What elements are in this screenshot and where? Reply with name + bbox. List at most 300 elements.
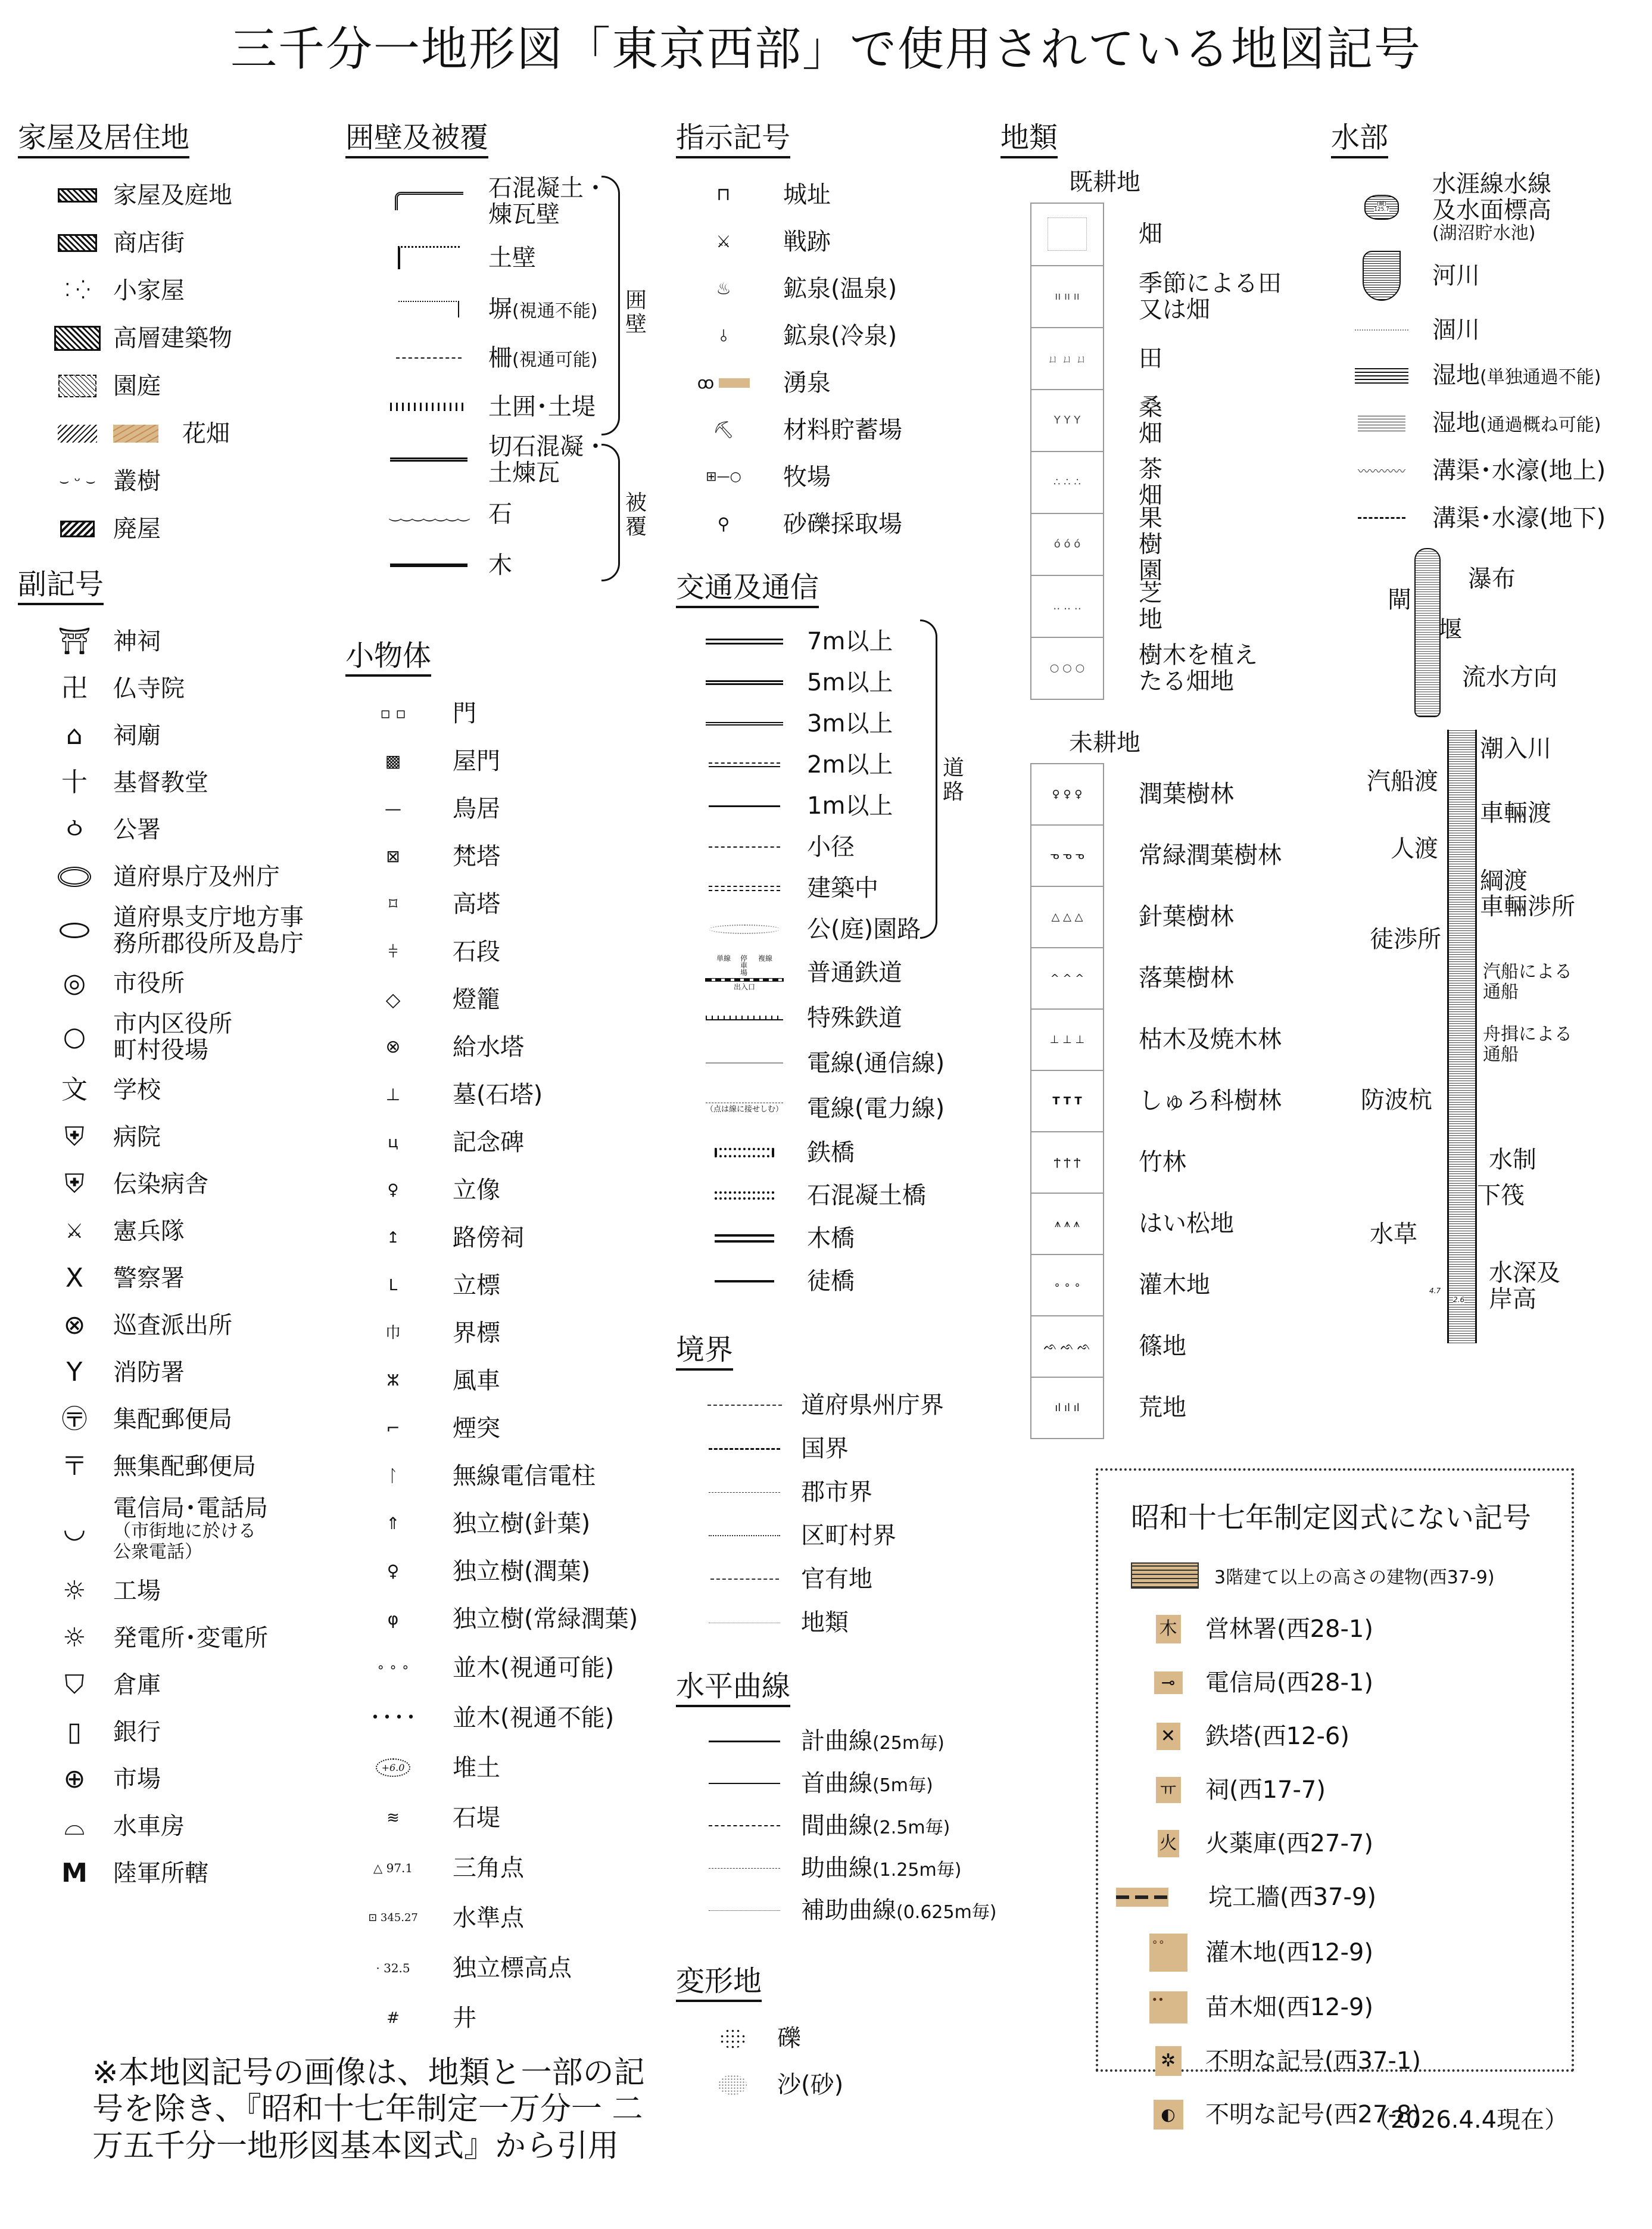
concrete-bridge-icon [715, 1191, 774, 1200]
legend-label: 廃屋 [113, 515, 161, 543]
legend-label: 花畑 [182, 419, 230, 447]
spring-photo-icon [719, 378, 750, 388]
fence-wall-icon [398, 301, 459, 317]
special-railway-icon [706, 1016, 783, 1020]
legend-label: 道府県州庁界 [801, 1391, 944, 1419]
legend-label: 憲兵隊 [113, 1218, 185, 1246]
rail-double-label: 複線 [758, 954, 773, 963]
legend-label: 荒地 [1139, 1394, 1186, 1422]
legend-label: 1m以上 [807, 792, 893, 820]
box-heading: 昭和十七年制定図式にない記号 [1131, 1501, 1532, 1534]
city-hall-icon: ◎ [63, 968, 86, 999]
military-police-icon: ⚔ [65, 1219, 84, 1244]
legend-label: 火薬庫(西27-7) [1205, 1830, 1373, 1857]
brace-label-enclosure: 囲壁 [625, 288, 647, 337]
mausoleum-icon: ⌂ [66, 720, 83, 751]
roofed-gate-icon: ▩ [385, 751, 401, 771]
road-3m-icon [706, 722, 783, 726]
section-heading: 水部 [1331, 122, 1388, 158]
castle-ruins-icon: ⊓ [716, 184, 731, 206]
half-contour-icon [709, 1825, 780, 1826]
index-contour-icon [709, 1741, 780, 1742]
legend-label: 計曲線(25m毎) [801, 1727, 945, 1755]
legend-label: 学校 [113, 1076, 161, 1104]
legend-label: 界標 [453, 1319, 500, 1347]
legend-label: 不明な記号(西37-1) [1205, 2047, 1421, 2075]
roadside-shrine-icon: ↥ [386, 1228, 400, 1247]
legend-label: 鳥居 [453, 795, 500, 823]
prefectural-office-icon [58, 867, 91, 887]
legend-label: 石堤 [453, 1804, 500, 1832]
county-boundary-icon [709, 1492, 780, 1493]
road-1m-icon [709, 805, 780, 807]
house-and-garden-icon [58, 188, 97, 203]
legend-label: 巡査派出所 [113, 1312, 232, 1340]
road-5m-icon [706, 680, 783, 685]
legend-label: 畑 [1139, 220, 1162, 248]
gate-icon: ▫ ▫ [380, 704, 406, 723]
legend-label: 不明な記号(西27-8) [1205, 2101, 1421, 2128]
legend-label: 季節による田又は畑 [1139, 269, 1282, 323]
legend-label: 公(庭)園路 [807, 916, 921, 944]
tidal-river-label: 潮入川 [1480, 734, 1551, 762]
grave-icon: ⊥ [385, 1084, 401, 1104]
legend-label: 建築中 [807, 874, 878, 902]
legend-label: 7m以上 [807, 628, 893, 656]
legend-label: 並木(視通不能) [453, 1704, 615, 1732]
wooden-bridge-icon [715, 1234, 774, 1243]
legend-label: 煙突 [453, 1414, 500, 1442]
prefecture-boundary-icon [707, 1405, 782, 1406]
cultivated-heading: 既耕地 [1069, 168, 1140, 196]
legend-label: 水涯線水線及水面標高 [1432, 170, 1551, 224]
legend-label: はい松地 [1139, 1210, 1234, 1238]
isolation-hospital-icon: ⛨ [64, 1169, 85, 1200]
tall-building-icon [1131, 1562, 1199, 1589]
shrub-land-pattern: ∘ ∘ ∘ [1053, 1278, 1081, 1291]
legend-label: 園庭 [113, 372, 161, 400]
ordinary-railway-icon [705, 978, 784, 982]
legend-label: 独立樹(常緑潤葉) [453, 1605, 638, 1633]
legend-label: 独立標高点 [453, 1954, 572, 1982]
legend-label: 神祠 [113, 628, 161, 656]
tower-icon: ⌑ [388, 894, 398, 914]
legend-label: 発電所･変電所 [113, 1624, 268, 1652]
deciduous-forest-pattern: ^ ^ ^ [1050, 972, 1084, 985]
legend-label: 茶畑 [1139, 455, 1162, 509]
foot-ferry-label: 人渡 [1391, 835, 1438, 863]
legend-label: 5m以上 [807, 669, 893, 697]
walls-section [345, 122, 667, 591]
legend-label: 仏寺院 [113, 675, 185, 703]
evergreen-tree-icon: φ [387, 1608, 399, 1629]
brace-enclosure [601, 176, 620, 435]
road-2m-icon [709, 762, 780, 767]
legend-label: 商店街 [113, 229, 185, 257]
section-heading: 水平曲線 [676, 1671, 790, 1707]
land-section [1000, 122, 1334, 1439]
groin-label: 水制 [1489, 1145, 1536, 1173]
legend-label: 風車 [453, 1366, 500, 1394]
section-heading: 交通及通信 [676, 572, 819, 608]
evergreen-forest-pattern: ᓀ ᓀ ᓀ [1050, 849, 1084, 862]
legend-label: 並木(視通可能) [453, 1654, 615, 1682]
legend-label: 2m以上 [807, 751, 893, 779]
mound-icon: +6.0 [376, 1758, 411, 1777]
lantern-icon: ◇ [385, 988, 401, 1011]
ford-label: 徒渉所 [1370, 925, 1441, 953]
bank-height-value: 4.7 [1429, 1286, 1441, 1295]
lock-label: 閘 [1388, 586, 1411, 614]
sub-symbols-section [18, 569, 328, 1897]
legend-label: 倉庫 [113, 1671, 161, 1699]
post-office-icon: 〶 [61, 1404, 88, 1435]
legend-label: 市役所 [113, 970, 185, 998]
legend-label: 竹林 [1139, 1148, 1186, 1176]
broadleaf-forest-pattern: ♀ ♀ ♀ [1052, 787, 1083, 801]
legend-label: 普通鉄道 [807, 958, 902, 986]
flow-direction-label: 流水方向 [1462, 663, 1557, 691]
legend-label: 祠廟 [113, 722, 161, 750]
rail-station-label: 停車場 [740, 954, 748, 977]
section-heading: 地類 [1000, 122, 1058, 158]
legend-label: 潤葉樹林 [1139, 780, 1234, 808]
legend-label: 地類 [801, 1609, 849, 1637]
rafting-label: 下筏 [1477, 1181, 1525, 1209]
legend-label: 集配郵便局 [113, 1406, 232, 1434]
legend-label: 鉄塔(西12-6) [1205, 1723, 1349, 1750]
hot-spring-icon: ♨ [716, 279, 731, 299]
town-office-icon: ○ [63, 1021, 86, 1052]
legend-label: 河川 [1432, 261, 1480, 289]
sub-post-office-icon: 〒 [61, 1451, 88, 1482]
thicket-icon: ⌣ ᵕ ⌣ [59, 472, 96, 490]
windmill-icon: ⵣ [386, 1371, 400, 1390]
small-objects-section [345, 640, 667, 2043]
rope-ferry-label: 綱渡 [1480, 867, 1528, 895]
contours-section [676, 1671, 1033, 1932]
field-pattern [1048, 217, 1087, 251]
legend-label: 城址 [783, 181, 831, 209]
legend-label: 立標 [453, 1271, 500, 1299]
telegraph-office-icon: ◡ [63, 1513, 86, 1544]
gravel-pit-icon: ⚲ [717, 514, 730, 534]
ditch-below-icon [1358, 517, 1405, 519]
legend-label: 灌木地(西12-9) [1205, 1938, 1373, 1966]
legend-label: 石段 [453, 938, 500, 966]
path-icon [709, 846, 780, 848]
earth-wall-icon [398, 246, 460, 269]
legend-label: 営林署(西28-1) [1205, 1615, 1373, 1643]
legend-label: 落葉樹林 [1139, 964, 1234, 992]
army-icon: M [61, 1858, 88, 1889]
warehouse-icon: ⛉ [64, 1670, 85, 1701]
legend-label: 堆土 [453, 1754, 500, 1782]
auxiliary-contour-icon [709, 1910, 780, 1911]
boat-navigation-label: 舟揖による通船 [1483, 1023, 1572, 1066]
legend-note: (湖沼貯水池) [1432, 222, 1536, 244]
section-heading: 変形地 [676, 1966, 762, 2002]
legend-label: 針葉樹林 [1139, 903, 1234, 931]
rail-entrance-label: 出入口 [733, 982, 755, 991]
tea-field-pattern: ∴ ∴ ∴ [1053, 476, 1081, 489]
tree-row-open-icon: ∘ ∘ ∘ [376, 1660, 410, 1675]
park-road-icon [709, 924, 780, 934]
unknown-symbol-1-icon: ✲ [1155, 2046, 1182, 2076]
rice-field-pattern: ㄩ ㄩ ㄩ [1048, 353, 1087, 366]
legend-label: 記念碑 [453, 1128, 524, 1156]
brace-covering [601, 444, 620, 581]
stone-dyke-icon: ≋ [386, 1808, 400, 1827]
ruined-house-icon [60, 521, 95, 537]
bamboo-forest-pattern: Ϯ Ϯ Ϯ [1053, 1156, 1081, 1169]
statue-icon: ♀ [387, 1181, 399, 1199]
waterfall-label: 瀑布 [1468, 565, 1516, 593]
uncultivated-heading: 未耕地 [1069, 729, 1140, 757]
flower-field-icon [58, 425, 97, 443]
legend-label: 鉄橋 [807, 1138, 855, 1166]
legend-label: 涸川 [1432, 316, 1480, 344]
legend-label: 柵(視通可能) [488, 344, 598, 372]
intermediate-contour-icon [709, 1783, 780, 1784]
page-title: 三千分一地形図「東京西部」で使用されている地図記号 [230, 23, 1422, 76]
legend-label: 公署 [113, 816, 161, 844]
legend-label: 病院 [113, 1123, 161, 1151]
legend-label: 銀行 [113, 1719, 161, 1747]
legend-label: 叢樹 [113, 467, 161, 495]
legend-label: 溝渠･水濠(地上) [1432, 456, 1606, 484]
legend-label: 電信局･電話局 [113, 1495, 268, 1523]
province-boundary-icon [709, 1448, 780, 1450]
cut-stone-lining-icon [390, 457, 467, 462]
legend-label: 特殊鉄道 [807, 1004, 902, 1032]
conifer-forest-pattern: △ △ △ [1051, 910, 1083, 923]
legend-label: 鉱泉(温泉) [783, 275, 897, 303]
legend-label: 沙(砂) [777, 2071, 844, 2099]
boundary-section [676, 1334, 998, 1645]
waterfall-river-shape [1414, 548, 1441, 717]
section-heading: 指示記号 [676, 122, 790, 158]
section-heading: 副記号 [18, 569, 104, 605]
houses-section [18, 122, 328, 553]
legend-label: 常緑潤葉樹林 [1139, 842, 1282, 870]
legend-label: 灌木地 [1139, 1271, 1210, 1299]
breakwater-label: 防波杭 [1361, 1086, 1432, 1114]
shrub-land-photo-icon: ∘∘ [1149, 1934, 1187, 1972]
mulberry-pattern: Y Y Y [1053, 414, 1081, 427]
boundary-marker-icon: 巾 [385, 1324, 401, 1342]
legend-label: しゅろ科樹林 [1139, 1087, 1282, 1115]
legend-label: 戦跡 [783, 228, 831, 256]
rail-single-label: 単線 [716, 954, 731, 963]
telegraph-office-photo-icon: ⊸ [1154, 1671, 1183, 1694]
legend-label: 徒橋 [807, 1267, 855, 1295]
wood-lining-icon [390, 564, 467, 567]
factory-icon: ☼ [63, 1576, 86, 1607]
battlefield-icon: ⚔ [716, 232, 731, 252]
legend-label: 基督教堂 [113, 769, 208, 797]
spring-icon: ꝏ [697, 373, 715, 393]
wasteland-pattern: ıl ıl ıl [1055, 1401, 1080, 1414]
branch-office-icon [60, 923, 89, 938]
creeping-pine-pattern: ⩚ ⩚ ⩚ [1055, 1217, 1080, 1230]
legend-label: 国界 [801, 1435, 849, 1463]
school-icon: 文 [61, 1075, 88, 1106]
police-box-icon: ⊗ [63, 1310, 86, 1341]
bamboo-grass-pattern: ᨒ ᨒ ᨒ [1043, 1340, 1091, 1353]
legend-label: 墓(石塔) [453, 1081, 543, 1109]
lawn-pattern: ‥ ‥ ‥ [1053, 600, 1081, 613]
legend-label: 篠地 [1139, 1333, 1186, 1361]
material-storage-icon: ⛏ [713, 420, 734, 440]
steamer-ferry-label: 汽船渡 [1367, 767, 1438, 795]
triangulation-point-icon: △ 97.1 [373, 1860, 413, 1875]
legend-label: 苗木畑(西12-9) [1205, 1994, 1373, 2021]
garden-icon [58, 375, 96, 397]
railing-icon [396, 357, 462, 359]
legend-label: 水車房 [113, 1813, 185, 1841]
legend-label: 陸軍所轄 [113, 1860, 208, 1888]
cold-spring-icon: ⫰ [719, 326, 728, 346]
legend-label: 官有地 [801, 1565, 872, 1593]
road-7m-icon [706, 639, 783, 645]
legend-label: 独立樹(針葉) [453, 1509, 591, 1537]
dead-forest-pattern: ⊥ ⊥ ⊥ [1049, 1033, 1085, 1046]
legend-label: 三角点 [453, 1854, 524, 1882]
torii-icon: — [385, 798, 401, 818]
power-station-icon: ☼ [63, 1623, 86, 1654]
foot-bridge-icon [715, 1280, 774, 1282]
legend-label: 電信局(西28-1) [1205, 1669, 1373, 1696]
legend-label: 枯木及焼木林 [1139, 1026, 1282, 1054]
state-land-boundary-icon [710, 1579, 779, 1580]
legend-label: 区町村界 [801, 1522, 896, 1550]
high-rise-icon [54, 326, 101, 351]
legend-label: 無集配郵便局 [113, 1453, 256, 1481]
market-icon: ⊕ [63, 1764, 86, 1795]
broadleaf-tree-icon: ♀ [386, 1561, 400, 1581]
pagoda-icon: ⊠ [386, 846, 400, 866]
legend-label: 石 [488, 500, 512, 528]
legend-label: 垸工牆(西37-9) [1208, 1884, 1376, 1911]
ward-boundary-icon [709, 1535, 780, 1536]
legend-label: 高塔 [453, 890, 500, 918]
marsh-impassable-icon [1355, 367, 1408, 384]
shopping-street-icon [58, 234, 97, 252]
dry-river-icon [1355, 329, 1408, 331]
legend-label: 鉱泉(冷泉) [783, 322, 897, 350]
earth-embankment-icon [390, 403, 467, 411]
legend-label: 工場 [113, 1577, 161, 1605]
ditch-above-icon: 〰〰〰〰 [1358, 464, 1405, 479]
temple-icon: 卍 [61, 673, 88, 704]
tree-row-closed-icon: • • • • [371, 1710, 415, 1725]
unknown-symbol-2-icon: ◐ [1154, 2100, 1183, 2130]
spot-height-icon: · 32.5 [376, 1960, 410, 1975]
weir-label: 堰 [1438, 615, 1462, 643]
water-tower-icon: ⊗ [385, 1036, 401, 1057]
legend-label: 土壁 [488, 244, 536, 272]
stone-steps-icon: ⫩ [388, 941, 398, 961]
legend-label: 木橋 [807, 1224, 855, 1252]
water-weeds-label: 水草 [1370, 1220, 1417, 1248]
legend-label: 道府県支庁地方事務所郡役所及島庁 [113, 903, 304, 957]
legend-label: 道府県庁及州庁 [113, 863, 280, 891]
section-heading: 境界 [676, 1334, 733, 1371]
seasonal-field-pattern: ıı ıı ıı [1055, 290, 1080, 303]
legend-label: 田 [1139, 344, 1162, 372]
fire-station-icon: Y [66, 1357, 83, 1388]
legend-label: 間曲線(2.5m毎) [801, 1812, 950, 1840]
legend-label: 小径 [807, 833, 855, 861]
steel-tower-icon: ✕ [1157, 1723, 1180, 1750]
brace-label-road: 道路 [943, 756, 965, 804]
lake-icon: (鹹) 125.7 [1364, 195, 1399, 220]
legend-label: 木 [488, 551, 512, 579]
indicator-section [676, 122, 998, 548]
footnote: ※本地図記号の画像は、地類と一部の記号を除き、『昭和十七年制定一万分一 二万五千分一地形図基本図式』から引用 [92, 2055, 645, 2164]
legend-label: 路傍祠 [453, 1224, 524, 1252]
nursery-photo-icon: •• [1149, 1991, 1187, 2023]
sand-icon [718, 2075, 747, 2095]
legend-label: 補助曲線(0.625m毎) [801, 1897, 997, 1925]
police-station-icon: X [65, 1263, 84, 1294]
legend-label: 給水塔 [453, 1033, 524, 1061]
legend-label: 礫 [777, 2024, 801, 2052]
legend-label: 助曲線(1.25m毎) [801, 1854, 962, 1882]
small-house-icon: ⁚ ⁛ [64, 279, 91, 301]
legend-label: 3m以上 [807, 710, 893, 738]
legend-label: 塀(視通不能) [488, 295, 598, 323]
uncultivated-tile-column [1030, 763, 1282, 1439]
legend-label: 立像 [453, 1176, 500, 1204]
powder-magazine-icon: 火 [1158, 1830, 1179, 1857]
legend-label: 門 [453, 699, 476, 727]
orchard-pattern: ó ó ó [1053, 538, 1081, 551]
legend-label: 市内区役所町村役場 [113, 1010, 232, 1064]
marsh-passable-icon [1358, 415, 1405, 431]
legend-label: 牧場 [783, 463, 831, 491]
legend-label: 警察署 [113, 1265, 185, 1293]
shrine-icon: ⛩ [58, 626, 91, 657]
legend-label: 砂礫採取場 [783, 510, 902, 538]
legend-label: 水準点 [453, 1904, 524, 1932]
water-section [1331, 122, 1652, 1385]
power-line-note: （点は線に接せしむ） [706, 1104, 784, 1114]
legend-label: 独立樹(潤葉) [453, 1557, 591, 1585]
cultivated-tile-column [1030, 203, 1282, 700]
revetment-icon [1116, 1888, 1168, 1907]
tree-field-pattern: ○ ○ ○ [1049, 662, 1085, 675]
river-icon [1363, 251, 1401, 301]
palm-forest-pattern: T T T [1052, 1094, 1082, 1107]
radio-mast-icon: ᛚ [388, 1465, 398, 1486]
chimney-icon: ⌐ [386, 1418, 400, 1438]
well-icon: # [386, 2009, 400, 2027]
legend-label: 湿地(通過概ね可能) [1432, 409, 1601, 437]
legend-label: 高層建築物 [113, 324, 232, 352]
legend-label: 伝染病舎 [113, 1170, 208, 1198]
legend-label: 消防署 [113, 1359, 185, 1387]
legend-label: 電線(電力線) [807, 1094, 945, 1122]
transport-section [676, 572, 998, 1303]
legend-label: 無線電信電柱 [453, 1462, 596, 1490]
section-heading: 小物体 [345, 640, 431, 677]
legend-label: 梵塔 [453, 842, 500, 870]
legend-label: 樹木を植えたる畑地 [1139, 641, 1258, 695]
road-under-construction-icon [709, 886, 780, 891]
legend-label: 井 [453, 2004, 476, 2032]
